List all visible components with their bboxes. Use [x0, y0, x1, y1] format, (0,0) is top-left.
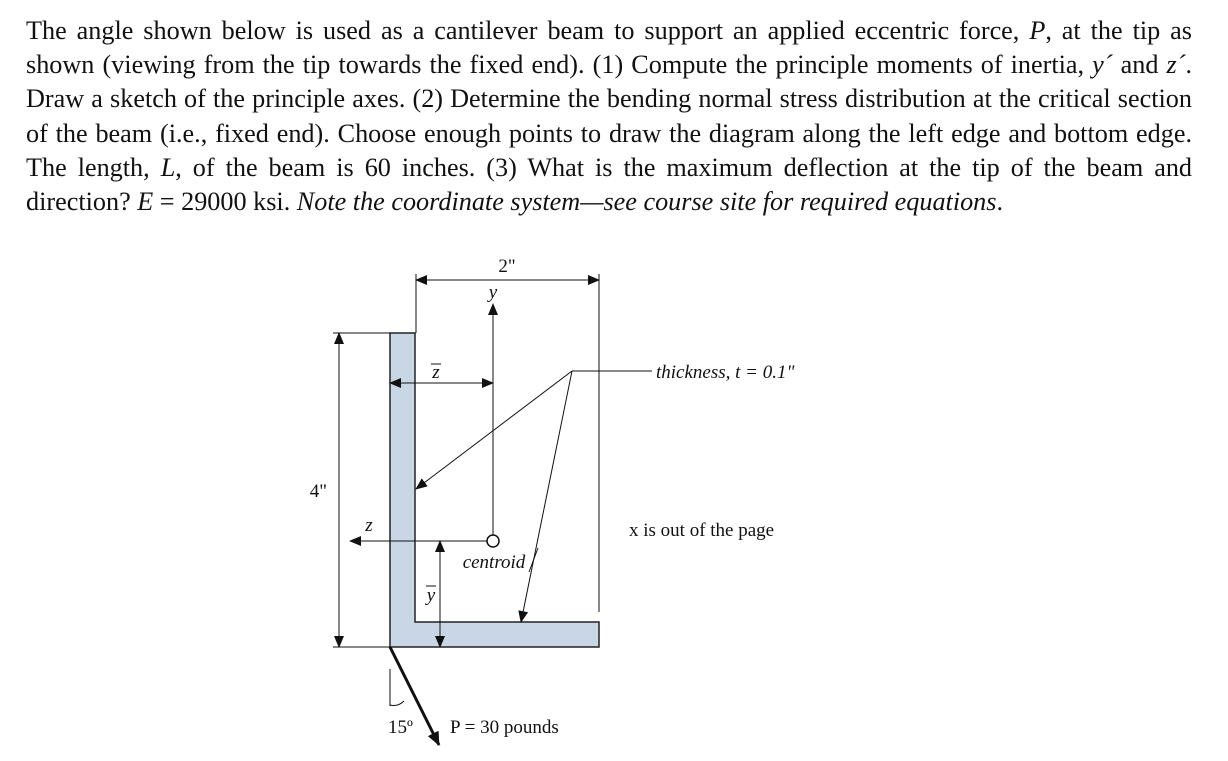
zbar-label: z [432, 362, 440, 383]
y-prime-symbol: y´ [1092, 50, 1113, 80]
thickness-label: thickness, t = 0.1" [656, 362, 795, 383]
length-symbol: L [160, 152, 176, 182]
centroid-label: centroid [462, 552, 526, 573]
problem-text-2: , at the tip as shown (viewing from the tip towards the fixed end). (1) Compute the principle moments of inertia, [26, 16, 1192, 80]
z-axis-label: z [365, 515, 373, 536]
modulus-symbol: E [137, 187, 154, 217]
height-label: 4" [309, 481, 327, 502]
force-label: P = 30 pounds [450, 717, 559, 738]
y-axis-label: y [488, 282, 498, 303]
problem-text-1: The angle shown below is used as a cantilever beam to support an applied eccentric force, [26, 16, 1030, 45]
problem-end: . [996, 187, 1004, 217]
coordinate-note: Note the coordinate system—see course site for required equations [296, 187, 997, 217]
force-symbol: P [1029, 16, 1046, 45]
ybar-label: y [426, 585, 436, 606]
problem-text-3: . Draw a sketch of the principle axes. (2) Determine the bending normal stress distribution at the critical section of the beam (i.e., fixed end). Choose enough points to draw the diagram along the left edge and bottom edge. The length, [26, 50, 1192, 182]
z-prime-symbol: z´ [1166, 50, 1186, 80]
centroid-marker [487, 535, 499, 547]
x-axis-note: x is out of the page [629, 520, 775, 541]
and-text: and [1112, 50, 1167, 80]
angle-section [390, 333, 599, 647]
thickness-leader-to-web [416, 371, 572, 489]
problem-text-5: = 29000 ksi. [153, 187, 297, 217]
angle-label: 15º [388, 717, 413, 738]
problem-text-4: , of the beam is 60 inches. (3) What is the maximum deflection at the tip of the beam and direction? [26, 152, 1193, 217]
angle-arc [390, 701, 404, 706]
thickness-leader-to-flange [521, 371, 572, 622]
width-label: 2" [498, 256, 516, 277]
